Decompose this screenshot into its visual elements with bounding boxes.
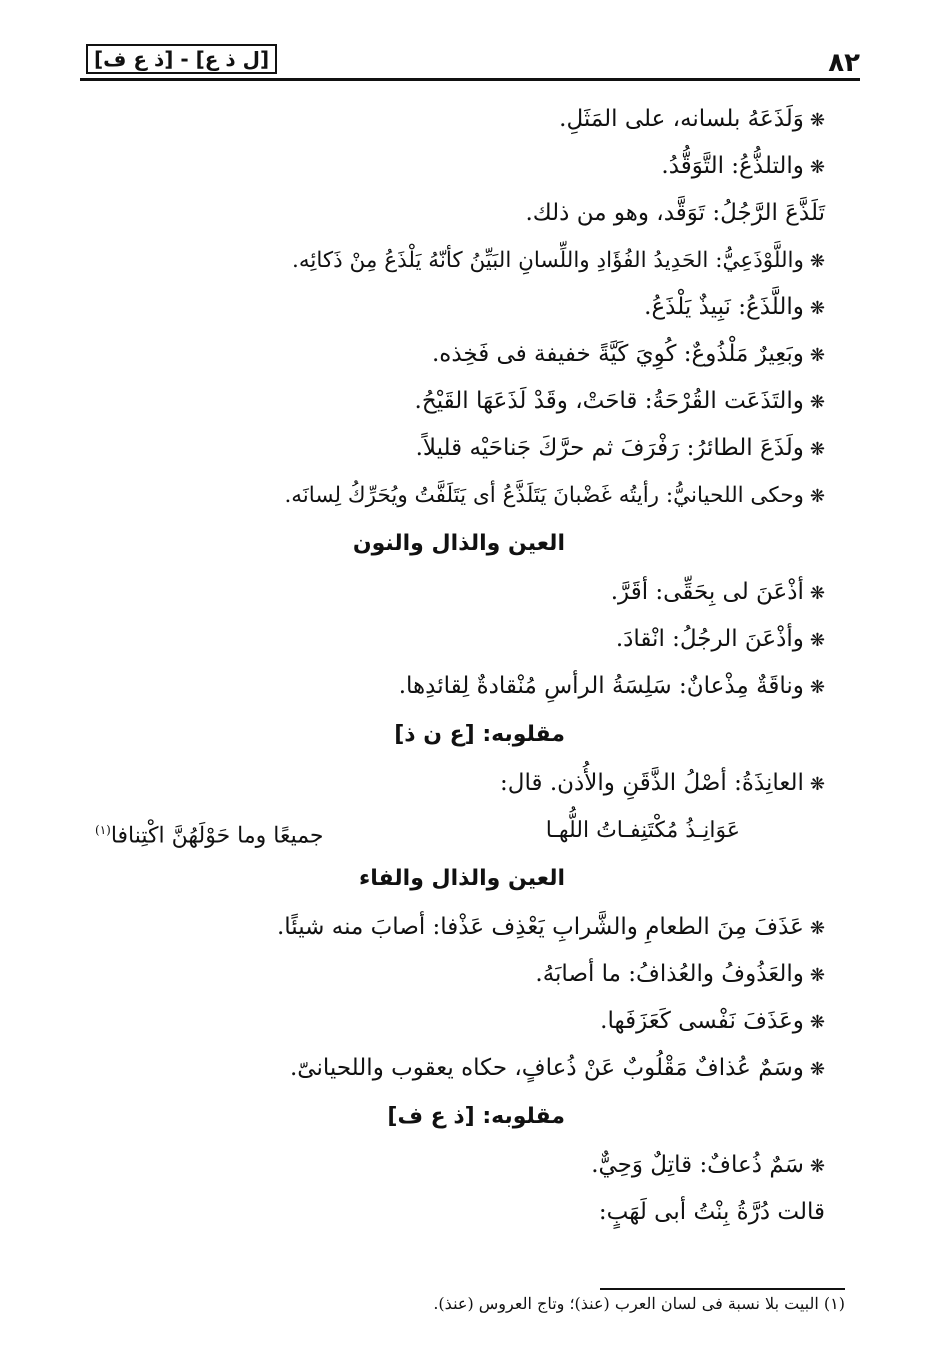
- bullet-star-icon: ❋: [809, 774, 825, 795]
- body-text: [95, 96, 825, 1236]
- text-line: ❋أذْعَنَ لى بِحَقِّى: أقَرَّ.: [610, 579, 825, 605]
- bullet-star-icon: ❋: [809, 918, 825, 939]
- text-line: ❋وعَذَفَ نَفْسى كَعَزَفَها.: [600, 1008, 825, 1034]
- text-line: ❋عَذَفَ مِنَ الطعامِ والشَّرابِ يَعْذِف عَذْفا: أصابَ منه شيئًا.: [276, 914, 825, 940]
- footnote: (١) البيت بلا نسبة فى لسان العرب (عنذ)؛ وتاج العروس (عنذ).: [433, 1294, 845, 1313]
- verse-second-hemistich: جميعًا وما حَوْلَهُنَّ اكْتِنافا$^{(١)}$: [95, 823, 324, 849]
- text-line: ❋والتلذُّعُ: التَّوَقُّدُ.: [661, 153, 825, 179]
- bullet-star-icon: ❋: [809, 110, 825, 131]
- text-line: ❋والعَذُوفُ والعُذافُ: ما أصابَهُ.: [535, 961, 825, 987]
- section-heading: مقلوبه: [ذ ع ف]: [387, 1104, 565, 1129]
- text-line: ❋والتَذَعَت القُرْحَةُ: قاحَتْ، وقَدْ لَذَعَهَا القَيْحُ.: [414, 388, 825, 414]
- text-line: ❋وأذْعَنَ الرجُلُ: انْقادَ.: [615, 626, 825, 652]
- text-line: تَلَذَّعَ الرَّجُلُ: تَوَقَّد، وهو من ذلك.: [525, 200, 825, 226]
- bullet-star-icon: ❋: [809, 439, 825, 460]
- footnote-mark: (١): [95, 823, 111, 837]
- bullet-star-icon: ❋: [809, 630, 825, 651]
- bullet-star-icon: ❋: [809, 392, 825, 413]
- text-line: ❋وسَمٌ عُذافٌ مَقْلُوبٌ عَنْ ذُعافٍ، حكاه يعقوب واللحيانىّ.: [290, 1055, 825, 1081]
- page-number: ٨٢: [828, 48, 860, 78]
- bullet-star-icon: ❋: [809, 1156, 825, 1177]
- text-line: ❋العانِذَةُ: أصْلُ الذَّقَنِ والأُذن. قال:: [500, 770, 825, 796]
- running-head: [ل ذ ع] - [ذ ع ف]: [86, 44, 277, 74]
- bullet-star-icon: ❋: [809, 251, 825, 272]
- bullet-star-icon: ❋: [809, 677, 825, 698]
- header-rule: [80, 78, 860, 81]
- section-heading: مقلوبه: [ع ن ذ]: [394, 722, 565, 747]
- section-heading: العين والذال والفاء: [359, 866, 565, 891]
- bullet-star-icon: ❋: [809, 345, 825, 366]
- text-line: قالت دُرَّةُ بِنْتُ أبى لَهَبٍ:: [598, 1199, 825, 1225]
- text-line: ❋واللَّذَعُ: نَبِيذٌ يَلْذَعُ.: [644, 294, 825, 320]
- text-line: ❋واللَّوْذَعِيُّ: الحَدِيدُ الفُؤَادِ واللِّسانِ البَيِّنُ كأنّهُ يَلْذَعُ مِنْ ذَكائِه.: [292, 248, 825, 273]
- text-line: ❋سَمٌ ذُعافٌ: قاتِلٌ وَحِيٌّ.: [591, 1152, 825, 1178]
- bullet-star-icon: ❋: [809, 583, 825, 604]
- text-line: ❋وناقَةٌ مِذْعانٌ: سَلِسَةُ الرأسِ مُنْقادةٌ لِقائدِها.: [398, 673, 825, 699]
- verse-first-hemistich: عَوَانِـذُ مُكْتَنِفـاتُ اللُّهـا: [545, 818, 740, 843]
- bullet-star-icon: ❋: [809, 1012, 825, 1033]
- bullet-star-icon: ❋: [809, 486, 825, 507]
- text-line: ❋وحكى اللحيانيُّ: رأيتُه غَضْبانَ يَتَلَذَّعُ أى يَتَلَفَّتُ ويُحَرِّكُ لِسانَه.: [284, 483, 825, 508]
- text-line: ❋ولَذَعَ الطائرُ: رَفْرَفَ ثم حرَّكَ جَناحَيْه قليلاً.: [415, 435, 825, 461]
- bullet-star-icon: ❋: [809, 1059, 825, 1080]
- page-header: [80, 40, 860, 80]
- text-line: ❋وبَعِيرٌ مَلْذُوعٌ: كُوِيَ كَيَّةً خفيفة فى فَخِذه.: [431, 341, 825, 367]
- section-heading: العين والذال والنون: [352, 531, 565, 556]
- poetry-verse: [95, 807, 825, 854]
- bullet-star-icon: ❋: [809, 298, 825, 319]
- bullet-star-icon: ❋: [809, 965, 825, 986]
- text-line: ❋وَلَذَعَهُ بلسانه، على المَثَلِ.: [559, 106, 825, 132]
- bullet-star-icon: ❋: [809, 157, 825, 178]
